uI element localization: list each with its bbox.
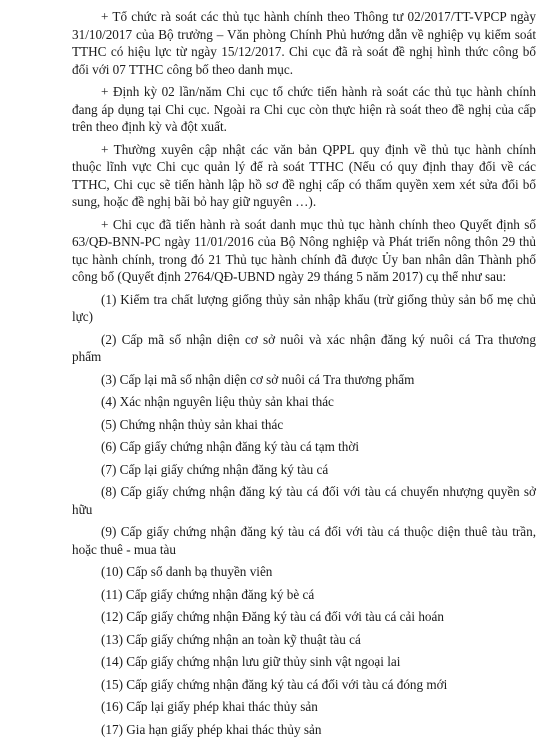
list-item: (14) Cấp giấy chứng nhận lưu giữ thủy sinh vật ngoại lai [72, 653, 536, 671]
list-item: (4) Xác nhận nguyên liệu thủy sản khai thác [72, 393, 536, 411]
paragraph-update-documents: + Thường xuyên cập nhật các văn bản QPPL quy định về thủ tục hành chính thuộc lĩnh vực Chi cục quản lý để rà soát TTHC (Nếu có quy định thay đổi về các TTHC, Chi cục sẽ tiến hành lập hồ sơ đề nghị cấp có thẩm quyền xem xét sửa đổi bổ sung, hoặc đề nghị bãi bỏ hay giữ nguyên …). [72, 141, 536, 211]
list-item: (11) Cấp giấy chứng nhận đăng ký bè cá [72, 586, 536, 604]
list-item: (3) Cấp lại mã số nhận diện cơ sở nuôi cá Tra thương phẩm [72, 371, 536, 389]
paragraph-periodic-review: + Định kỳ 02 lần/năm Chi cục tổ chức tiến hành rà soát các thủ tục hành chính đang áp dụng tại Chi cục. Ngoài ra Chi cục còn thực hiện rà soát theo đề nghị của cấp trên theo định kỳ và đột xuất. [72, 83, 536, 136]
list-item: (9) Cấp giấy chứng nhận đăng ký tàu cá đối với tàu cá thuộc diện thuê tàu trần, hoặc thuê - mua tàu [72, 523, 536, 558]
list-item: (7) Cấp lại giấy chứng nhận đăng ký tàu cá [72, 461, 536, 479]
paragraph-review-circular: + Tổ chức rà soát các thủ tục hành chính theo Thông tư 02/2017/TT-VPCP ngày 31/10/2017 của Bộ trưởng – Văn phòng Chính Phủ hướng dẫn về nghiệp vụ kiểm soát TTHC có hiệu lực từ ngày 15/12/2017. Chi cục đã rà soát đề nghị hình thức công bố đối với 07 TTHC công bố theo danh mục. [72, 8, 536, 78]
list-item: (10) Cấp sổ danh bạ thuyền viên [72, 563, 536, 581]
list-item: (13) Cấp giấy chứng nhận an toàn kỹ thuật tàu cá [72, 631, 536, 649]
list-item: (5) Chứng nhận thủy sản khai thác [72, 416, 536, 434]
paragraph-procedure-list-intro: + Chi cục đã tiến hành rà soát danh mục thủ tục hành chính theo Quyết định số 63/QĐ-BNN-PC ngày 11/01/2016 của Bộ Nông nghiệp và Phát triển nông thôn 29 thủ tục hành chính, trong đó 21 Thủ tục hành chính đã được Ủy ban nhân dân Thành phố công bố (Quyết định 2764/QĐ-UBND ngày 29 tháng 5 năm 2017) cụ thể như sau: [72, 216, 536, 286]
list-item: (6) Cấp giấy chứng nhận đăng ký tàu cá tạm thời [72, 438, 536, 456]
list-item: (8) Cấp giấy chứng nhận đăng ký tàu cá đối với tàu cá chuyển nhượng quyền sở hữu [72, 483, 536, 518]
list-item: (15) Cấp giấy chứng nhận đăng ký tàu cá đối với tàu cá đóng mới [72, 676, 536, 694]
list-item: (12) Cấp giấy chứng nhận Đăng ký tàu cá đối với tàu cá cải hoán [72, 608, 536, 626]
list-item: (16) Cấp lại giấy phép khai thác thủy sản [72, 698, 536, 716]
list-item: (17) Gia hạn giấy phép khai thác thủy sản [72, 721, 536, 738]
list-item: (2) Cấp mã số nhận diện cơ sở nuôi và xác nhận đăng ký nuôi cá Tra thương phẩm [72, 331, 536, 366]
list-item: (1) Kiểm tra chất lượng giống thủy sản nhập khẩu (trừ giống thủy sản bố mẹ chủ lực) [72, 291, 536, 326]
procedure-list [72, 291, 536, 738]
